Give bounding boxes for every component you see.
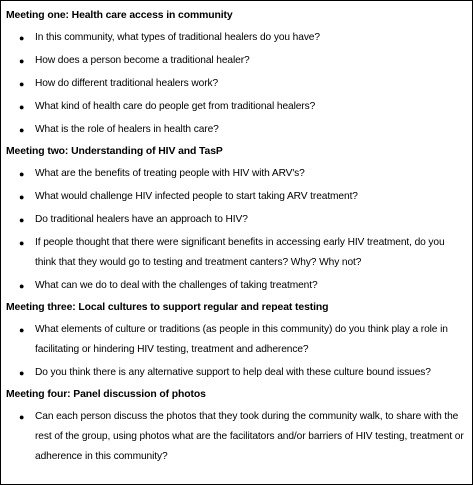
question-item: ● What is the role of healers in health care?	[6, 120, 468, 140]
question-list	[6, 164, 468, 296]
question-item: ● What kind of health care do people get from traditional healers?	[6, 97, 468, 117]
bullet-icon: ●	[19, 125, 25, 135]
question-item: ● In this community, what types of traditional healers do you have?	[6, 28, 468, 48]
question-item: ● Do traditional healers have an approach to HIV?	[6, 210, 468, 230]
section-heading: Meeting three: Local cultures to support regular and repeat testing	[6, 302, 329, 313]
section-heading: Meeting one: Health care access in community	[6, 10, 233, 21]
bullet-icon: ●	[19, 325, 25, 335]
bullet-icon: ●	[19, 368, 25, 378]
bullet-icon: ●	[19, 79, 25, 89]
question-list	[6, 320, 468, 383]
bullet-icon: ●	[19, 238, 25, 248]
section-heading: Meeting four: Panel discussion of photos	[6, 389, 206, 400]
question-list	[6, 407, 468, 467]
document-content	[6, 4, 468, 470]
question-item: ● What would challenge HIV infected people to start taking ARV treatment?	[6, 187, 468, 207]
bullet-icon: ●	[19, 215, 25, 225]
bullet-icon: ●	[19, 412, 25, 422]
bullet-icon: ●	[19, 192, 25, 202]
bullet-icon: ●	[19, 33, 25, 43]
section-heading: Meeting two: Understanding of HIV and TasP	[6, 146, 223, 157]
bullet-icon: ●	[19, 56, 25, 66]
bullet-icon: ●	[19, 281, 25, 291]
question-item: ● Do you think there is any alternative support to help deal with these culture bound issues?	[6, 363, 468, 383]
question-item: ● What are the benefits of treating people with HIV with ARV's?	[6, 164, 468, 184]
question-item: ● How do different traditional healers work?	[6, 74, 468, 94]
bullet-icon: ●	[19, 102, 25, 112]
question-list	[6, 28, 468, 140]
question-item: ● What elements of culture or traditions (as people in this community) do you think play a role in facilitating or hindering HIV testing, treatment and adherence?	[6, 320, 468, 360]
question-item: ● What can we do to deal with the challenges of taking treatment?	[6, 276, 468, 296]
question-item: ● Can each person discuss the photos that they took during the community walk, to share with the rest of the group, using photos what are the facilitators and/or barriers of HIV testing, treatment or adherence in this community?	[6, 407, 468, 467]
question-item: ● If people thought that there were significant benefits in accessing early HIV treatment, do you think that they would go to testing and treatment canters? Why? Why not?	[6, 233, 468, 273]
question-item: ● How does a person become a traditional healer?	[6, 51, 468, 71]
bullet-icon: ●	[19, 169, 25, 179]
